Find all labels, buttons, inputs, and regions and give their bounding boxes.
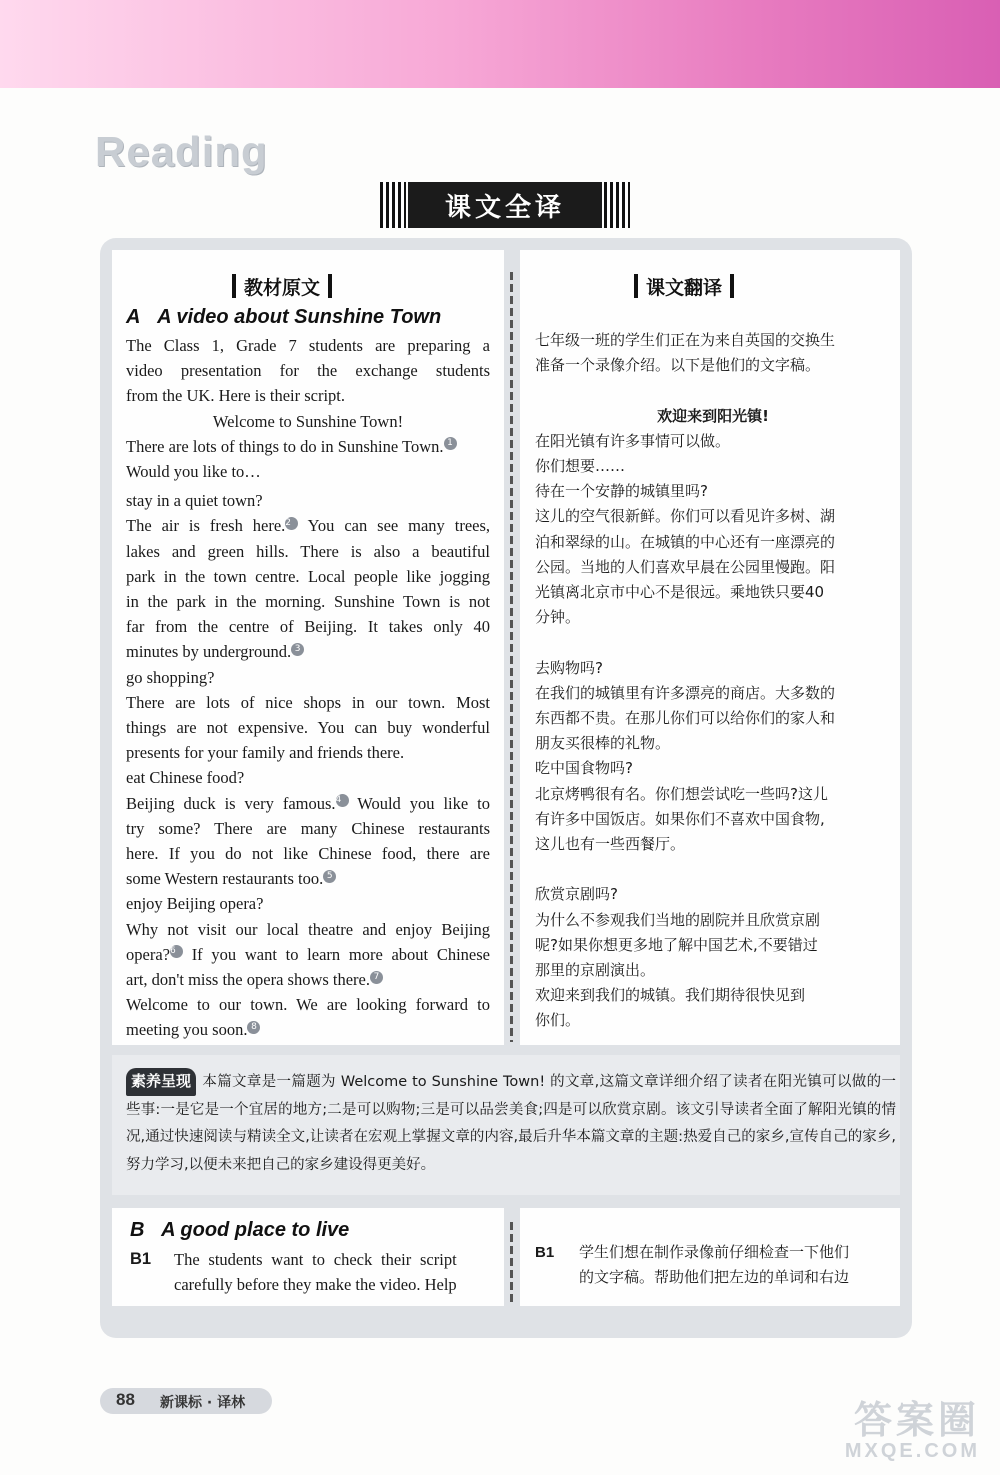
literacy-note-badge: 素养呈现 (126, 1068, 196, 1096)
section-heading-reading: Reading (95, 128, 268, 175)
top-color-band (0, 0, 1000, 88)
literacy-note-text: 本篇文章是一篇题为 Welcome to Sunshine Town! 的文章,这篇文章详细介绍了读者在阳光镇可以做的一些事:一是它是一个宜居的地方;二是可以购物;三是可以品尝美食;四是可以欣赏京剧。该文引导读者全面了解阳光镇的情况,通过快速阅读与精读全文,让读者在宏观上掌握文章的内容,最后升华本篇文章的主题:热爱自己的家乡,宣传自己的家乡,努力学习,以便未来把自己的家乡建设得更美好。 (126, 1074, 896, 1173)
page-number: 88 (116, 1390, 135, 1409)
sentence-marker-icon: 6 (170, 945, 183, 958)
column-divider (510, 272, 513, 1042)
tag-bar-icon (232, 274, 236, 298)
banner-stripes-right (604, 182, 630, 228)
tag-bar-icon (328, 274, 332, 298)
b1-original: B1 The students want to check their script carefully before they make the video. Help (130, 1250, 457, 1294)
section-a-heading: A A video about Sunshine Town (126, 306, 442, 328)
literacy-note (126, 1068, 896, 1179)
banner-full-translation (380, 182, 630, 228)
footer-brand: 新课标 · 译林 (160, 1395, 246, 1411)
sentence-marker-icon: 7 (370, 971, 383, 984)
tag-translation: 课文翻译 (632, 272, 736, 300)
translation-body: 七年级一班的学生们正在为来自英国的交换生 准备一个录像介绍。以下是他们的文字稿。 欢迎来到阳光镇! 在阳光镇有许多事情可以做。 你们想要…… 待在一个安静的城镇里吗? 这儿的空气很新鲜。你们可以看见许多树、湖 泊和翠绿的山。在城镇的中心还有一座漂亮的 公园。当地的人们喜欢早晨在公园里慢跑。阳 光镇离北京市中心不是很远。乘地铁只要40 分钟。 去购物吗? 在我们的城镇里有许多漂亮的商店。大多数的 东西都不贵。在那儿你们可以给你们的家人和 朋友买很棒的礼物。 吃中国食物吗? 北京烤鸭很有名。你们想尝试吃一些吗?这儿 有许多中国饭店。如果你们不喜欢中国食物, 这儿也有一些西餐厅。 欣赏京剧吗? 为什么不参观我们当地的剧院并且欣赏京剧 呢?如果你想更多地了解中国艺术,不要错过 那里的京剧演出。 欢迎来到我们的城镇。我们期待很快见到 你们。 (535, 331, 836, 1030)
section-b-heading: B A good place to live (130, 1219, 350, 1241)
sentence-marker-icon: 5 (323, 870, 336, 883)
original-text-body: The Class 1, Grade 7 students are preparing a video presentation for the exchange students from the UK. Here is their script. Welcome to Sunshine Town! There are lots of things to do in Sunshine Town. 1 Would you like to… stay in a quiet town? The air is fresh here.2 You can see many trees, lakes and green hills. There is also a beautiful park in the town centre. Local people like jogging in the park in the morning. Sunshine Town is not far from the centre of Beijing. It takes only 40 minutes by underground. 3 go shopping? There are lots of nice shops in our town. Most things are not expensive. You can buy wonderful presents for your family and friends there. eat Chinese food? Beijing duck is very famous.4 Would you like to try some? There are many Chinese restaurants here. If you do not like Chinese food, there are some Western restaurants too. 5 enjoy Beijing opera? Why not visit our local theatre and enjoy Beijing opera?6 If you want to learn more about Chinese art, don't miss the opera shows there. 7 Welcome to our town. We are looking forward to meeting you soon. 8 (126, 336, 491, 1040)
sentence-marker-icon: 1 (444, 437, 457, 450)
sentence-marker-icon: 8 (247, 1021, 260, 1034)
watermark: 答案圈 MXQE.COM (844, 1398, 980, 1462)
tag-bar-icon (730, 274, 734, 298)
section-b-divider (510, 1222, 513, 1302)
sentence-marker-icon: 3 (291, 643, 304, 656)
b1-translation: B1 学生们想在制作录像前仔细检查一下他们 的文字稿。帮助他们把左边的单词和右边 (535, 1243, 850, 1286)
banner-title: 课文全译 (408, 182, 602, 228)
sentence-marker-icon: 4 (336, 794, 349, 807)
sentence-marker-icon: 2 (285, 517, 298, 530)
tag-original-text: 教材原文 (230, 272, 334, 300)
tag-bar-icon (634, 274, 638, 298)
banner-stripes-left (380, 182, 406, 228)
